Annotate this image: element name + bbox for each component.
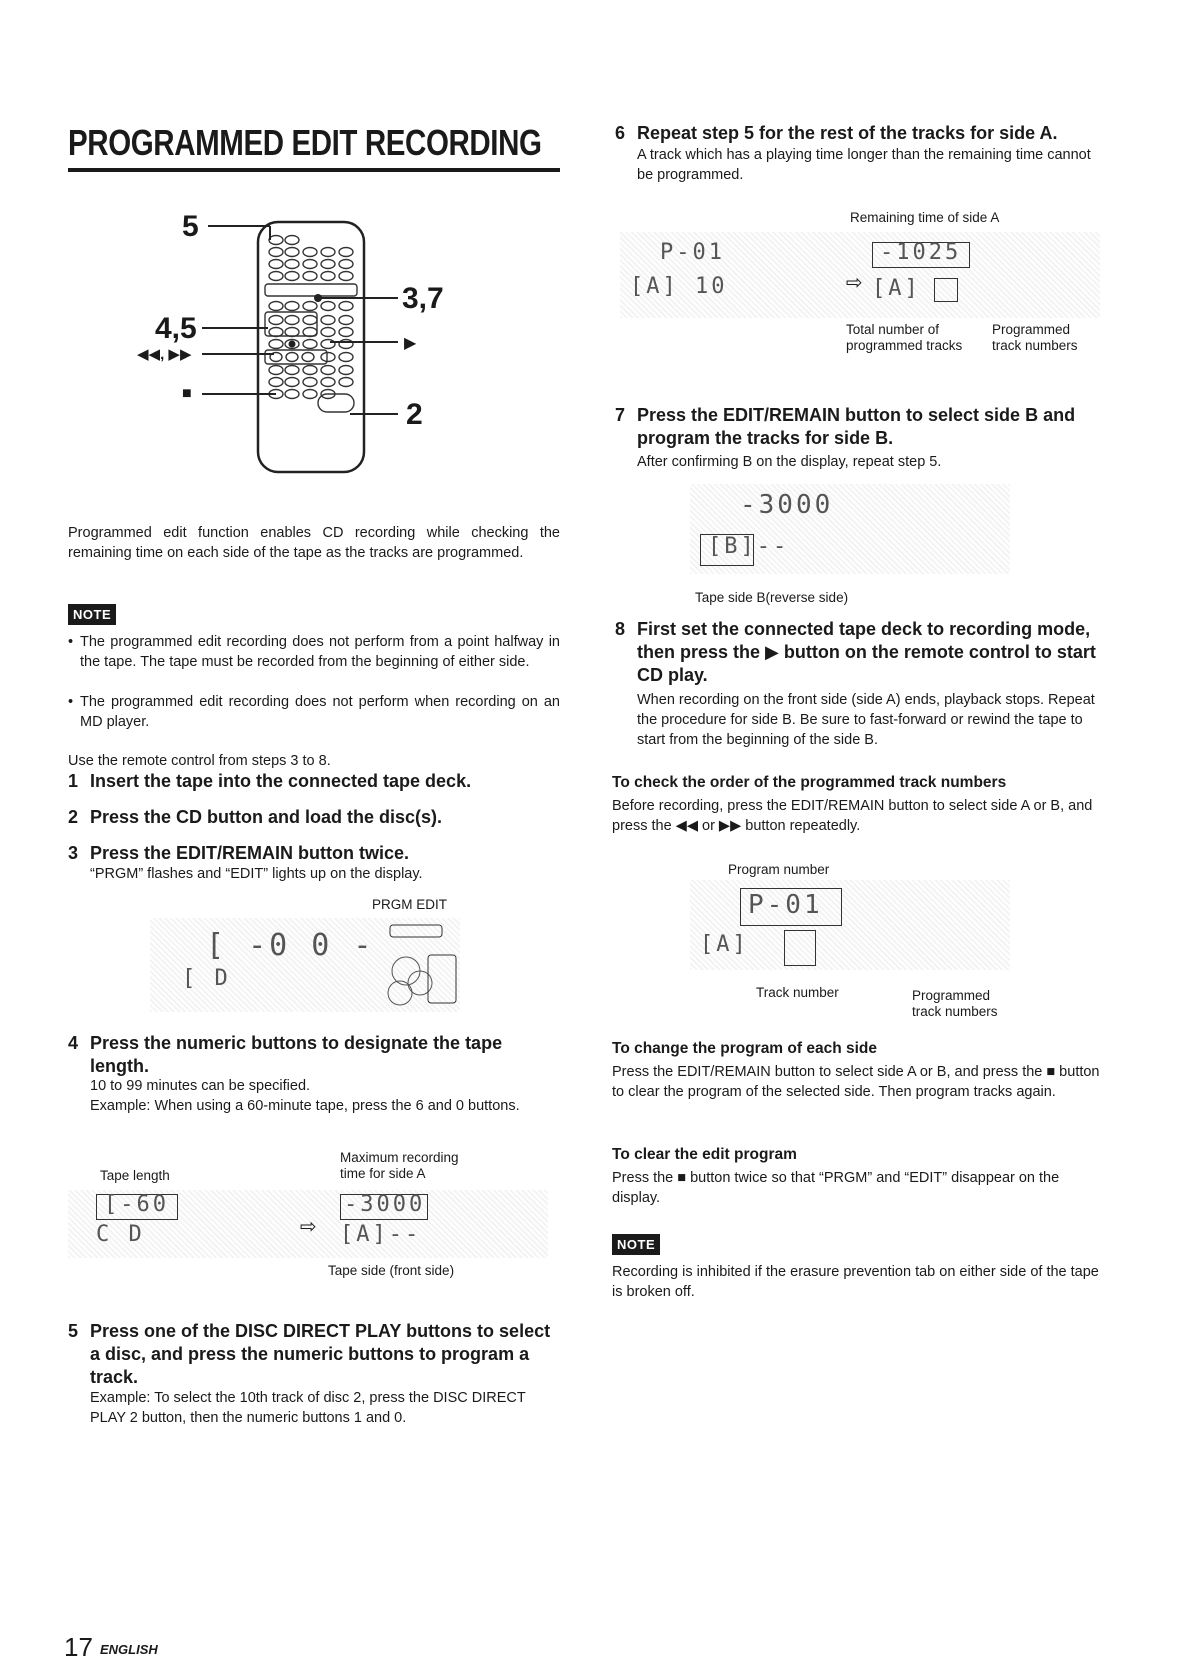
remote-label-skip: ◀◀, ▶▶ bbox=[137, 346, 192, 363]
step-6-sub: A track which has a playing time longer than the remaining time cannot be programmed. bbox=[637, 147, 1091, 183]
step-4-sub: Example: When using a 60-minute tape, press the 6 and 0 buttons. bbox=[90, 1098, 520, 1114]
display-segment: [ D bbox=[182, 966, 231, 991]
language-label: ENGLISH bbox=[100, 1642, 158, 1657]
remote-label-4-5: 4,5 bbox=[155, 312, 197, 345]
total-prog-label: Total number of programmed tracks bbox=[846, 322, 963, 353]
program-number-label: Program number bbox=[728, 862, 830, 877]
remote-label-5: 5 bbox=[182, 210, 199, 243]
display-segment: -1025 bbox=[880, 240, 962, 265]
title-rule bbox=[68, 168, 560, 172]
prgm-edit-label: PRGM EDIT bbox=[372, 897, 448, 912]
tape-front-label: Tape side (front side) bbox=[328, 1263, 455, 1278]
track-number-label: Track number bbox=[756, 985, 839, 1000]
display-segment: [A] 10 bbox=[630, 274, 728, 299]
step-3-sub: “PRGM” flashes and “EDIT” lights up on the display. bbox=[90, 866, 423, 882]
check-order-text: Before recording, press the EDIT/REMAIN button to select side A or B, and press the ◀◀ or ▶▶ button repeatedly. bbox=[612, 798, 1093, 834]
note-bullet: • The programmed edit recording does not perform from a point halfway in the tape. The tape must be recorded from the beginning of either side. bbox=[68, 634, 560, 670]
step-7-sub: After confirming B on the display, repeat step 5. bbox=[637, 454, 942, 470]
track-number-box bbox=[784, 930, 816, 966]
check-order-heading: To check the order of the programmed track numbers bbox=[612, 774, 1007, 791]
step-5-sub: Example: To select the 10th track of disc 2, press the DISC DIRECT PLAY 2 button, then the numeric buttons 1 and 0. bbox=[90, 1390, 526, 1426]
step-6: 6 Repeat step 5 for the rest of the tracks for side A. bbox=[615, 123, 1058, 143]
step-4-sub: 10 to 99 minutes can be specified. bbox=[90, 1078, 311, 1094]
prog-nums2-label: Programmed track numbers bbox=[912, 988, 998, 1019]
edit-indicator-icon bbox=[360, 915, 470, 1015]
page-title: PROGRAMMED EDIT RECORDING bbox=[68, 122, 542, 163]
prog-nums-label: Programmed track numbers bbox=[992, 322, 1078, 353]
use-remote-text: Use the remote control from steps 3 to 8. bbox=[68, 753, 331, 769]
display-segment: -3000 bbox=[344, 1192, 426, 1217]
note-bullet: • The programmed edit recording does not perform when recording on an MD player. bbox=[68, 694, 560, 730]
remote-label-3-7: 3,7 bbox=[402, 282, 444, 315]
note-badge: NOTE bbox=[612, 1234, 660, 1255]
intro-text: Programmed edit function enables CD recording while checking the remaining time on each side of the tape as the tracks are programmed. bbox=[68, 525, 560, 561]
remaining-label: Remaining time of side A bbox=[850, 210, 1000, 225]
display-segment: [A]-- bbox=[340, 1222, 422, 1247]
note-badge: NOTE bbox=[68, 604, 116, 625]
step-5: 5 Press one of the DISC DIRECT PLAY buttons to select a disc, and press the numeric buttons to program a track. bbox=[68, 1321, 551, 1387]
step-1: 1 Insert the tape into the connected tape deck. bbox=[68, 771, 472, 791]
display-segment: [ -0 0 - bbox=[206, 928, 375, 963]
step-2: 2 Press the CD button and load the disc(s). bbox=[68, 807, 443, 827]
display-segment: C D bbox=[96, 1222, 145, 1247]
display-segment: [A] bbox=[872, 276, 921, 301]
step-4: 4 Press the numeric buttons to designate the tape length. bbox=[68, 1033, 503, 1076]
page-number: 17 bbox=[64, 1632, 93, 1662]
display-segment: -3000 bbox=[740, 490, 834, 520]
display-segment: [-60 bbox=[104, 1192, 169, 1217]
remote-label-play: ▶ bbox=[404, 335, 417, 352]
tape-length-label: Tape length bbox=[100, 1168, 170, 1183]
arrow-icon: ⇨ bbox=[300, 1216, 317, 1238]
remote-control-illustration bbox=[150, 210, 470, 480]
step-7: 7 Press the EDIT/REMAIN button to select side B and program the tracks for side B. bbox=[615, 405, 1076, 448]
remote-label-2: 2 bbox=[406, 398, 423, 431]
step-8: 8 First set the connected tape deck to recording mode, then press the ▶ button on the remote control to start CD play. bbox=[615, 619, 1096, 685]
arrow-icon: ⇨ bbox=[846, 272, 863, 294]
display-segment: [B]-- bbox=[708, 534, 790, 559]
change-program-heading: To change the program of each side bbox=[612, 1040, 877, 1057]
clear-program-heading: To clear the edit program bbox=[612, 1146, 797, 1163]
step-8-sub: When recording on the front side (side A) ends, playback stops. Repeat the procedure for side B. Be sure to fast-forward or rewind the tape to start from the beginning of the side B. bbox=[637, 692, 1095, 748]
max-time-label: Maximum recording time for side A bbox=[340, 1150, 459, 1181]
change-program-text: Press the EDIT/REMAIN button to select side A or B, and press the ■ button to clear the program of the selected side. Then program tracks again. bbox=[612, 1064, 1100, 1100]
display-segment: P-01 bbox=[660, 240, 725, 265]
clear-program-text: Press the ■ button twice so that “PRGM” and “EDIT” disappear on the display. bbox=[612, 1170, 1060, 1206]
tape-b-label: Tape side B(reverse side) bbox=[695, 590, 849, 605]
note-text: Recording is inhibited if the erasure prevention tab on either side of the tape is broken off. bbox=[612, 1264, 1099, 1300]
display-segment: P-01 bbox=[748, 890, 823, 920]
remote-label-stop: ■ bbox=[182, 385, 192, 402]
total-prog-box bbox=[934, 278, 958, 302]
step-3: 3 Press the EDIT/REMAIN button twice. bbox=[68, 843, 410, 863]
display-segment: [A] bbox=[700, 932, 749, 957]
